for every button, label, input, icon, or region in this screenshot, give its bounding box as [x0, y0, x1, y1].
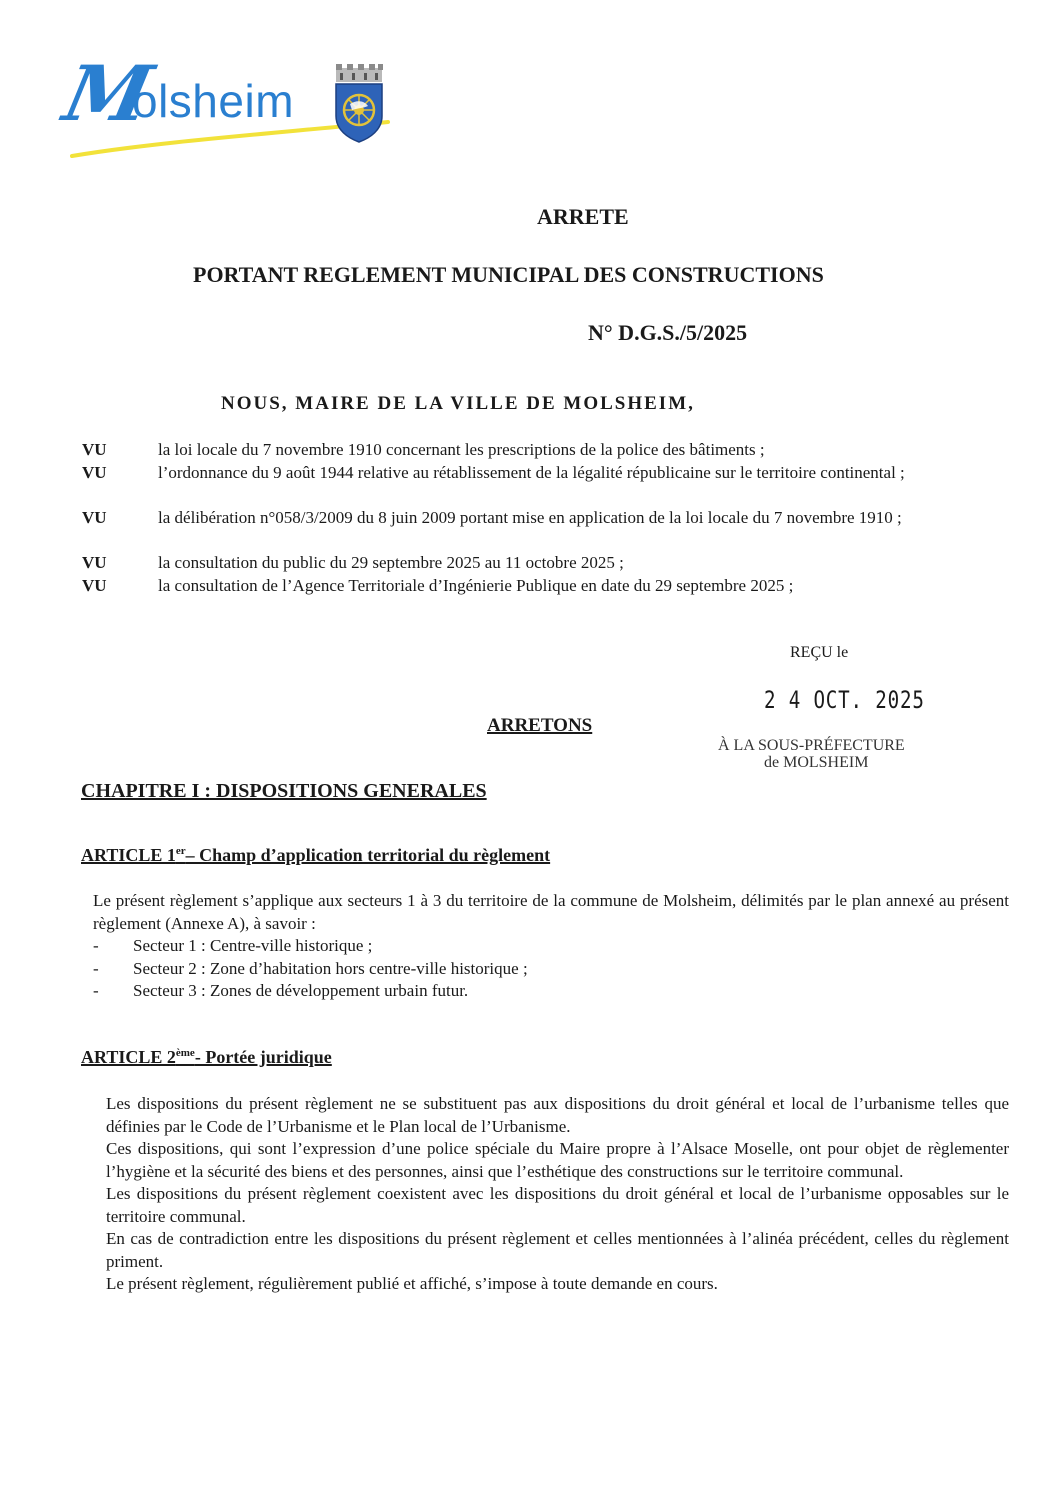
article-2-paragraph: En cas de contradiction entre les dispositions du présent règlement et celles mentionnées à l’alinéa précédent, celles du règlement priment. — [106, 1229, 1009, 1271]
article-2-title — [81, 1047, 332, 1068]
consideration-item — [82, 552, 982, 575]
article-2-paragraph: Les dispositions du présent règlement ne se substituent pas aux dispositions du droit général et local de l’urbanisme telles que définies par le Code de l’Urbanisme et le Plan local de l’Urbanisme. — [106, 1094, 1009, 1136]
decree-heading: ARRETONS — [487, 715, 593, 736]
consideration-text: la consultation du public du 29 septembre 2025 au 11 octobre 2025 ; — [158, 553, 624, 572]
logo-text: olsheim — [132, 75, 295, 127]
coat-of-arms-icon — [330, 64, 388, 144]
consideration-label: VU — [82, 440, 107, 459]
sector-item-text: Secteur 1 : Centre-ville historique ; — [133, 936, 373, 955]
logo-initial: M — [56, 49, 156, 138]
consideration-label: VU — [82, 463, 107, 482]
article-number: ARTICLE 2 — [81, 1047, 176, 1067]
consideration-text: la loi locale du 7 novembre 1910 concernant les prescriptions de la police des bâtiments ; — [158, 440, 765, 459]
consideration-text: l’ordonnance du 9 août 1944 relative au rétablissement de la légalité républicaine sur le territoire continental ; — [158, 463, 905, 482]
article-title-text: - Portée juridique — [194, 1047, 332, 1067]
consideration-item — [82, 507, 982, 530]
sector-list-item: - Secteur 1 : Centre-ville historique ; — [93, 936, 373, 955]
consideration-label: VU — [82, 553, 107, 572]
article-2-paragraph: Les dispositions du présent règlement coexistent avec les dispositions du droit général et local de l’urbanisme opposables sur le territoire communal. — [106, 1184, 1009, 1226]
document-title: ARRETE — [537, 204, 629, 229]
chapter-title: CHAPITRE I : DISPOSITIONS GENERALES — [81, 780, 487, 802]
stamp-received-label: REÇU le — [790, 644, 849, 661]
article-1-body — [93, 890, 1009, 1003]
consideration-label: VU — [82, 508, 107, 527]
stamp-office-line2: de MOLSHEIM — [764, 754, 869, 771]
stamp-office-line1: À LA SOUS-PRÉFECTURE — [718, 737, 905, 754]
document-subtitle: PORTANT REGLEMENT MUNICIPAL DES CONSTRUCTIONS — [193, 262, 824, 287]
article-2-paragraph: Le présent règlement, régulièrement publié et affiché, s’impose à toute demande en cours. — [106, 1274, 718, 1293]
article-number: ARTICLE 1 — [81, 845, 176, 865]
authority-line: NOUS, MAIRE DE LA VILLE DE MOLSHEIM, — [221, 393, 695, 414]
consideration-item — [82, 439, 982, 462]
sector-item-text: Secteur 3 : Zones de développement urbain futur. — [133, 981, 469, 1000]
molsheim-logo — [56, 49, 396, 166]
consideration-item — [82, 575, 982, 598]
document-number: N° D.G.S./5/2025 — [588, 320, 748, 345]
consideration-text: la consultation de l’Agence Territoriale d’Ingénierie Publique en date du 29 septembre 2025 ; — [158, 576, 794, 595]
consideration-item — [82, 462, 962, 485]
stamp-date: 2 4 OCT. 2025 — [764, 686, 925, 714]
consideration-text: la délibération n°058/3/2009 du 8 juin 2009 portant mise en application de la loi locale du 7 novembre 1910 ; — [158, 508, 902, 527]
consideration-label: VU — [82, 576, 107, 595]
article-1-title — [81, 845, 550, 866]
article-2-paragraph: Ces dispositions, qui sont l’expression d’une police spéciale du Maire propre à l’Alsace Moselle, ont pour objet de règlementer l’hygiène et la sécurité des biens et des personnes, ainsi que l’esthétique des constructions sur le territoire communal. — [106, 1139, 1009, 1181]
article-ordinal: er — [175, 845, 186, 857]
article-ordinal: ème — [175, 1047, 195, 1059]
sector-item-text: Secteur 2 : Zone d’habitation hors centre-ville historique ; — [133, 958, 528, 978]
sector-list-item: - Secteur 3 : Zones de développement urbain futur. — [93, 981, 469, 1000]
article-2-body — [106, 1093, 1009, 1296]
article-title-text: – Champ d’application territorial du règlement — [185, 845, 551, 865]
article-1-intro: Le présent règlement s’applique aux secteurs 1 à 3 du territoire de la commune de Molsheim, délimités par le plan annexé au présent règlement (Annexe A), à savoir : — [93, 891, 1009, 933]
sector-list-item: - Secteur 2 : Zone d’habitation hors centre-ville historique ; — [93, 958, 528, 978]
